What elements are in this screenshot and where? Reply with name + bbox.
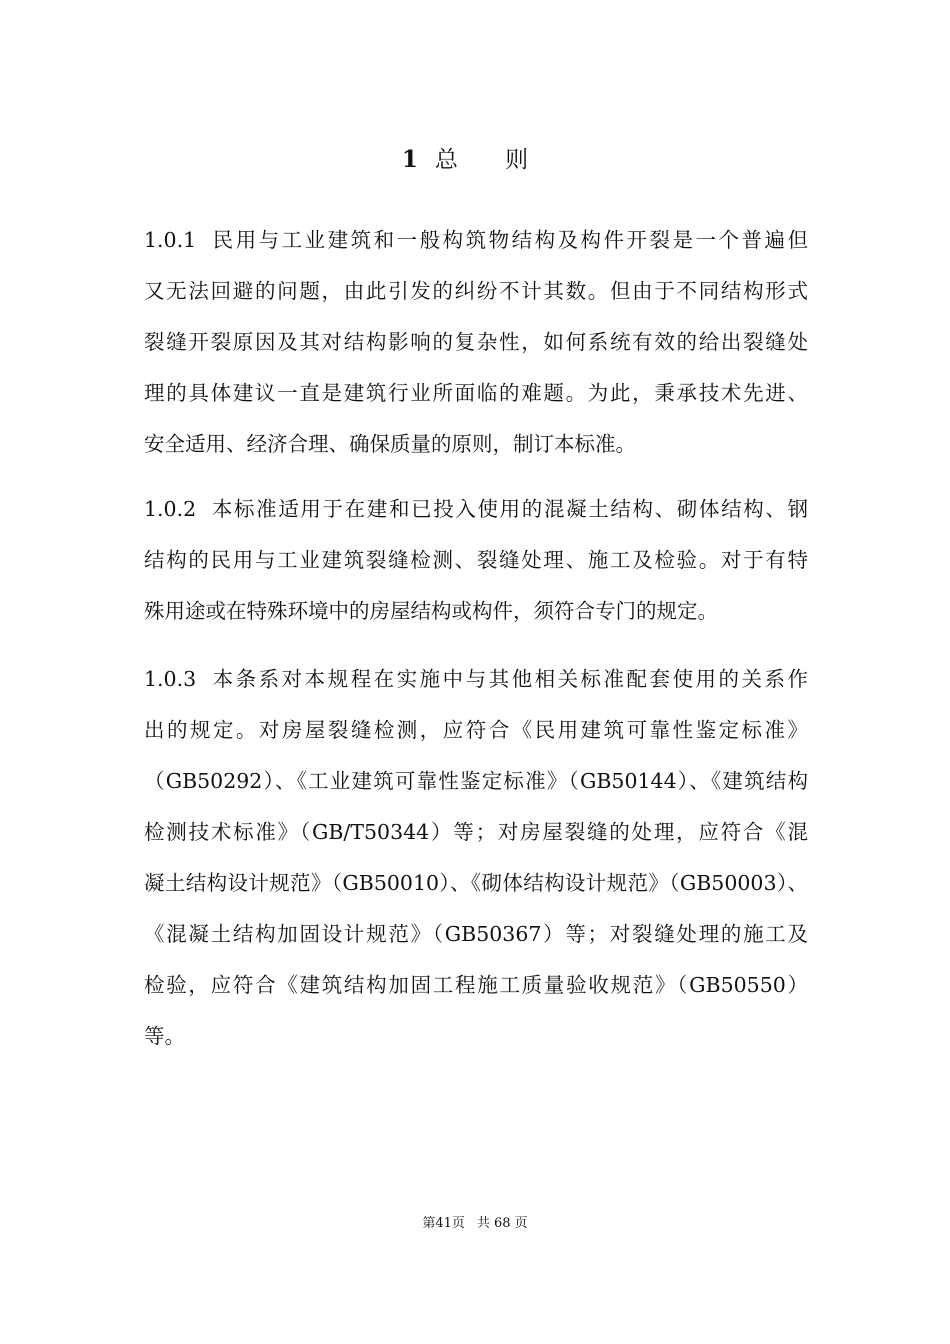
clause-line: 《混凝土结构加固设计规范》（GB50367）等；对裂缝处理的施工及	[144, 922, 808, 946]
clause-line: 等。	[144, 1024, 185, 1048]
clause-1-0-2	[144, 484, 808, 637]
clause-line: 理的具体建议一直是建筑行业所面临的难题。为此，秉承技术先进、	[144, 381, 808, 405]
clause-line	[144, 484, 808, 535]
clause-line: 结构的民用与工业建筑裂缝检测、裂缝处理、施工及检验。对于有特	[144, 548, 808, 572]
clause-line	[144, 654, 808, 705]
chapter-title: 总 则	[434, 147, 549, 173]
clause-1-0-3	[144, 654, 808, 1062]
clause-number: 1.0.1	[144, 228, 197, 252]
clause-text: 本标准适用于在建和已投入使用的混凝土结构、砌体结构、钢	[210, 497, 808, 521]
clause-line: 检验，应符合《建筑结构加固工程施工质量验收规范》（GB50550）	[144, 973, 808, 997]
clause-line: 安全适用、经济合理、确保质量的原则，制订本标准。	[144, 432, 636, 456]
page-footer	[0, 1215, 950, 1233]
clause-line: 凝土结构设计规范》（GB50010）、《砌体结构设计规范》（GB50003）、	[144, 871, 808, 895]
clause-text: 民用与工业建筑和一般构筑物结构及构件开裂是一个普遍但	[210, 228, 808, 252]
clause-line	[144, 215, 808, 266]
clause-number: 1.0.2	[144, 497, 197, 521]
clause-text: 本条系对本规程在实施中与其他相关标准配套使用的关系作	[210, 667, 808, 691]
clause-line: （GB50292）、《工业建筑可靠性鉴定标准》（GB50144）、《建筑结构	[144, 769, 808, 793]
total-page-count: 共 68 页	[476, 1216, 528, 1231]
clause-line: 裂缝开裂原因及其对结构影响的复杂性，如何系统有效的给出裂缝处	[144, 330, 808, 354]
clause-line: 检测技术标准》（GB/T50344）等；对房屋裂缝的处理，应符合《混	[144, 820, 808, 844]
clause-line: 又无法回避的问题，由此引发的纠纷不计其数。但由于不同结构形式	[144, 279, 808, 303]
clause-number: 1.0.3	[144, 667, 197, 691]
clause-line: 殊用途或在特殊环境中的房屋结构或构件，须符合专门的规定。	[144, 599, 718, 623]
clause-line: 出的规定。对房屋裂缝检测，应符合《民用建筑可靠性鉴定标准》	[144, 718, 808, 742]
clause-1-0-1	[144, 215, 808, 470]
chapter-number: 1	[401, 146, 419, 173]
chapter-heading	[0, 142, 950, 178]
current-page-number: 第41页	[422, 1216, 465, 1231]
